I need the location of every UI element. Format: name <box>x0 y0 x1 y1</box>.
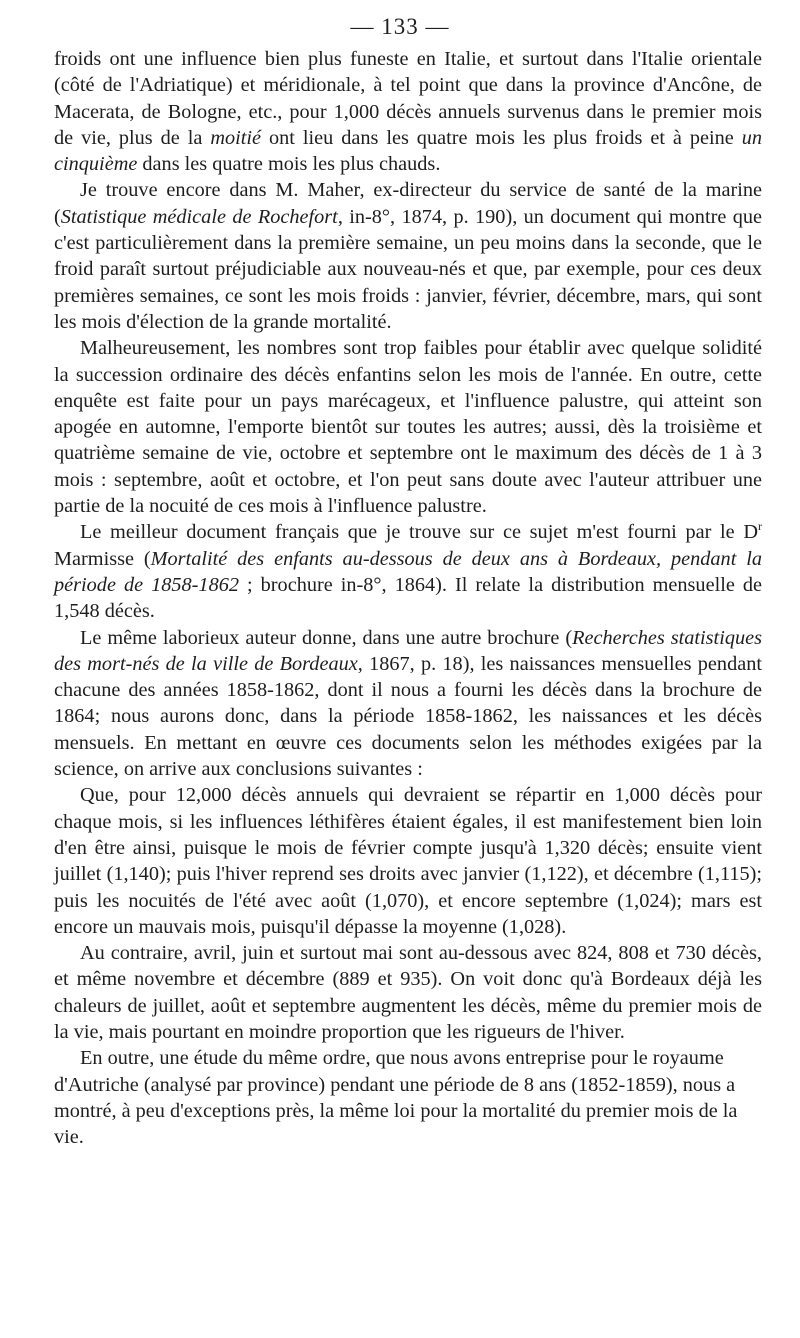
page-number: — 133 — <box>350 14 450 39</box>
book-title: Statistique médicale de Rochefort <box>60 205 338 228</box>
paragraph-1: froids ont une influence bien plus funeste en Italie, et surtout dans l'Italie orientale (côté de l'Adriatique) et méridionale, à tel point que dans la province d'Ancône, de Macerata, de Bologne, etc., pour 1,000 décès annuels survenus dans le premier mois de vie, plus de la moitié ont lieu dans les quatre mois les plus froids et à peine un cinquième dans les quatre mois les plus chauds. <box>54 48 762 176</box>
italic-emphasis: un cinquième <box>54 126 762 176</box>
paragraph-2: Je trouve encore dans M. Maher, ex-directeur du service de santé de la marine (Statistique médicale de Rochefort, in-8°, 1874, p. 190), un document qui montre que c'est particulièrement dans la première semaine, un peu moins dans la seconde, que le froid paraît surtout préjudiciable aux nouveau-nés et que, par exemple, pour ces deux premières semaines, ce sont les mois froids : janvier, février, décembre, mars, qui sont les mois d'élection de la grande mortalité. <box>54 179 762 333</box>
superscript: r <box>758 519 762 534</box>
italic-emphasis: moitié <box>210 126 262 149</box>
paragraph-3: Malheureusement, les nombres sont trop faibles pour établir avec quelque solidité la succession ordinaire des décès enfantins selon les mois de l'année. En outre, cette enquête est faite pour un pays marécageux, et l'influence palustre, qui atteint son apogée en automne, l'emporte bientôt sur toutes les autres; aussi, dès la troisième et quatrième semaine de vie, octobre et septembre ont le maximum des décès de 1 à 3 mois : septembre, août et octobre, et l'on peut sans doute avec l'auteur attribuer une partie de la nocuité de ces mois à l'influence palustre. <box>54 337 762 518</box>
paragraph-4: Le meilleur document français que je trouve sur ce sujet m'est fourni par le $D^r$ Marmisse (Mortalité des enfants au-dessous de deux ans à Bordeaux, pendant la période de 1858-1862 ; brochure in-8°, 1864). Il relate la distribution mensuelle de 1,548 décès. <box>54 519 762 623</box>
paragraph-7: Au contraire, avril, juin et surtout mai sont au-dessous avec 824, 808 et 730 décès, et même novembre et décembre (889 et 935). On voit donc qu'à Bordeaux déjà les chaleurs de juillet, août et septembre augmentent les décès, même du premier mois de la vie, mais pourtant en moindre proportion que les rigueurs de l'hiver. <box>54 942 762 1043</box>
paragraph-6: Que, pour 12,000 décès annuels qui devraient se répartir en 1,000 décès pour chaque mois, si les influences léthifères étaient égales, il est manifestement bien loin d'en être ainsi, puisque le mois de février compte jusqu'à 1,320 décès; ensuite vient juillet (1,140); puis l'hiver reprend ses droits avec janvier (1,122), et décembre (1,115); puis les nocuités de l'été avec août (1,070), et encore septembre (1,024); mars est encore un mauvais mois, puisqu'il dépasse la moyenne (1,028). <box>54 784 762 938</box>
paragraph-8: En outre, une étude du même ordre, que nous avons entreprise pour le royaume d'Autriche (analysé par province) pendant une période de 8 ans (1852-1859), nous a montré, à peu d'exceptions près, la même loi pour la mortalité du premier mois de la vie. <box>54 1047 738 1149</box>
body-text <box>54 46 762 1150</box>
book-title: Recherches statistiques des mort-nés de la ville de Bordeaux <box>54 626 762 675</box>
book-title: Mortalité des enfants au-dessous de deux ans à Bordeaux, pendant la période de 1858-1862 <box>54 547 762 596</box>
paragraph-5: Le même laborieux auteur donne, dans une autre brochure (Recherches statistiques des mort-nés de la ville de Bordeaux, 1867, p. 18), les naissances mensuelles pendant chacune des années 1858-1862, dont il nous a fourni les décès dans la brochure de 1864; nous aurons donc, dans la période 1858-1862, les naissances et les décès mensuels. En mettant en œuvre ces documents selon les méthodes exigées par la science, on arrive aux conclusions suivantes : <box>54 626 762 781</box>
